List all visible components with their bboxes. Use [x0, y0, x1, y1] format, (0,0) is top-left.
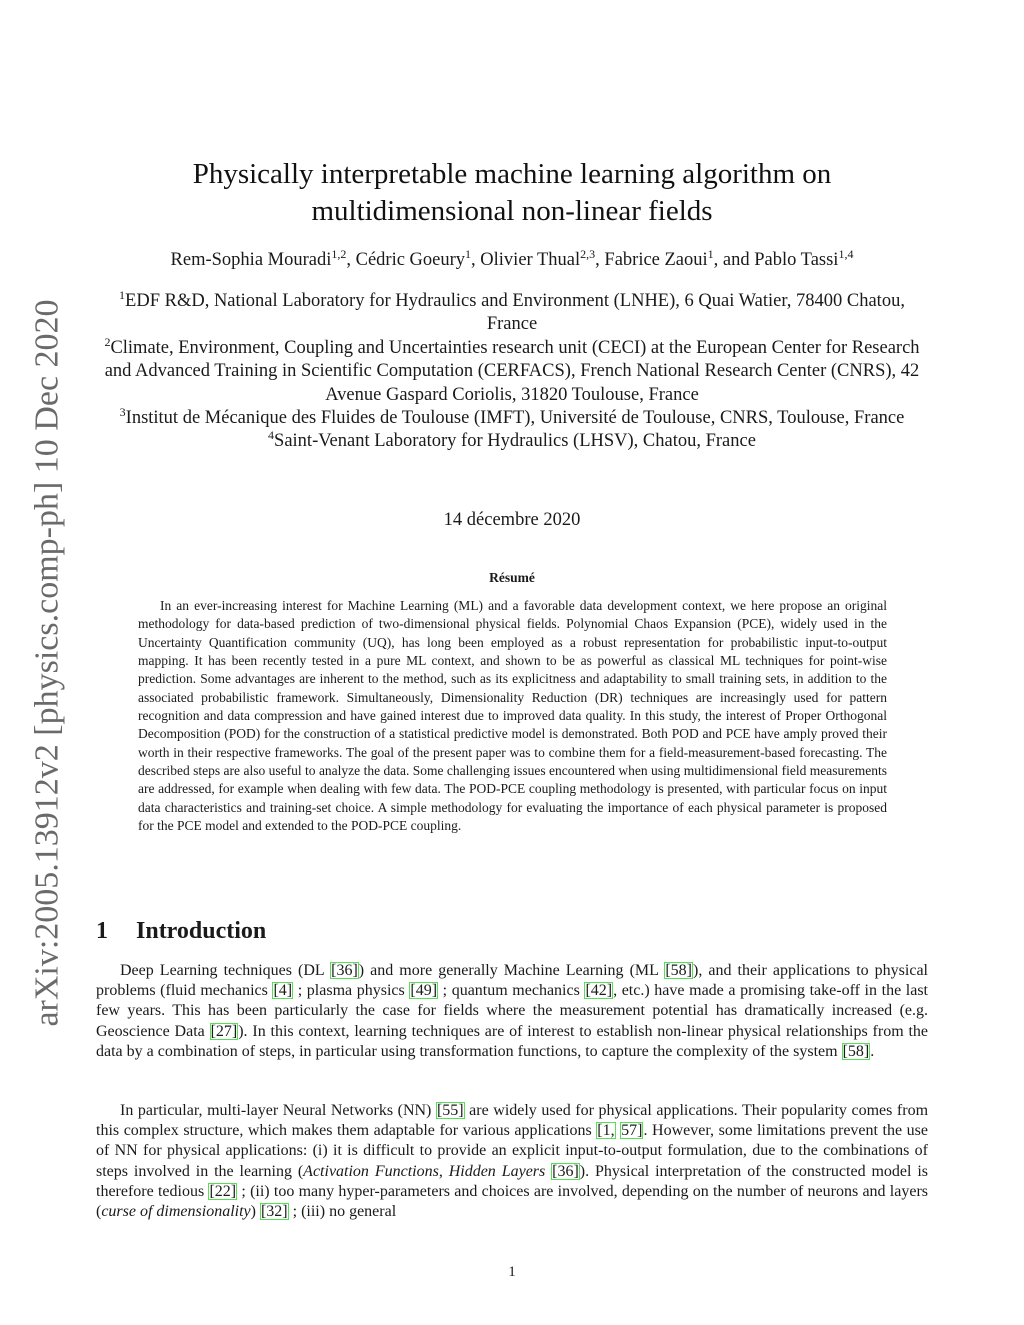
- author-name: Olivier Thual: [480, 250, 581, 270]
- paragraph-text: are widely used for physical applications. Their popularity comes from this complex structure, which makes them adaptable for various applications: [96, 1102, 929, 1140]
- citation-link[interactable]: [58]: [665, 962, 692, 979]
- title-line-2: multidimensional non-linear fields: [311, 195, 713, 227]
- paragraph-text: In particular, multi-layer Neural Networks (NN): [120, 1102, 436, 1119]
- citation-link[interactable]: [42]: [585, 982, 613, 1000]
- author-name: Pablo Tassi: [754, 250, 839, 270]
- affiliation-number: 2: [104, 334, 111, 349]
- citation-link[interactable]: [22]: [209, 1182, 237, 1200]
- section-heading: [96, 918, 696, 945]
- affiliation-number: 1: [119, 287, 126, 302]
- author-name: Rem-Sophia Mouradi: [170, 250, 332, 270]
- author-list: [90, 248, 934, 272]
- affiliation: [100, 430, 924, 453]
- section-number: 1: [96, 918, 108, 944]
- paragraph-text: ; quantum mechanics: [438, 982, 585, 1000]
- author-separator: ,: [346, 250, 356, 270]
- author-separator: ,: [595, 250, 605, 270]
- paragraph-text: .: [870, 1042, 875, 1060]
- intro-paragraph-2: [96, 1101, 928, 1222]
- affiliation-text: Institut de Mécanique des Fluides de Toulouse (IMFT), Université de Toulouse, CNRS, Toulouse, France: [125, 408, 905, 429]
- author-affiliation-mark: 1: [465, 246, 472, 261]
- paragraph-text: ; (ii) too many hyper-parameters and choices are involved, depending on the number of neurons and layers (: [96, 1182, 929, 1221]
- author-separator: ,: [471, 250, 481, 270]
- author-affiliation-mark: 1,2: [331, 246, 347, 261]
- paragraph-text: , etc.) have made a promising take-off in the last few years. This has been particularly the case for fields where the measurement potential has dramatically increased (e.g. Geoscience Data: [96, 982, 929, 1040]
- author-name: Fabrice Zaoui: [604, 250, 708, 270]
- paragraph-text: ,: [438, 1162, 449, 1180]
- citation-link[interactable]: [32]: [260, 1203, 288, 1221]
- paragraph-text: ), and their applications to physical problems (fluid mechanics: [96, 962, 929, 1000]
- paragraph-text: Deep Learning techniques (DL: [120, 962, 331, 979]
- citation-link[interactable]: [58]: [842, 1042, 870, 1060]
- author-affiliation-mark: 1,4: [838, 246, 854, 261]
- affiliation: [100, 404, 924, 430]
- title-line-1: Physically interpretable machine learning algorithm on: [192, 158, 832, 190]
- affiliation-text: EDF R&D, National Laboratory for Hydraulics and Environment (LNHE), 6 Quai Watier, 78400 Chatou, France: [125, 291, 905, 335]
- paragraph-text: ). Physical interpretation of the constructed model is therefore tedious: [96, 1162, 929, 1200]
- affiliation-text: Saint-Venant Laboratory for Hydraulics (LHSV), Chatou, France: [274, 431, 756, 452]
- paragraph-text: ; plasma physics: [293, 982, 410, 1000]
- affiliation: [100, 287, 924, 337]
- affiliation-number: 3: [119, 404, 126, 419]
- affiliation-list: [100, 287, 924, 454]
- affiliation-text: Climate, Environment, Coupling and Uncertainties research unit (CECI) at the European Center for Research and Advanced Training in Scientific Computation (CERFACS), French National Research Center (CNRS), 42 Avenue Gaspard Coriolis, 31820 Toulouse, France: [104, 337, 920, 405]
- abstract-text: In an ever-increasing interest for Machine Learning (ML) and a favorable data development context, we here propose an original methodology for data-based prediction of two-dimensional physical fields. Polynomial Chaos Expansion (PCE), widely used in the Uncertainty Quantification community (UQ), has long been employed as a robust representation for probabilistic input-to-output mapping. It has been recently tested in a pure ML context, and shown to be as powerful as classical ML techniques for point-wise prediction. Some advantages are inherent to the method, such as its explicitness and adaptability to small training sets, in addition to the associated probabilistic framework. Simultaneously, Dimensionality Reduction (DR) techniques are increasingly used for pattern recognition and data compression and have gained interest due to improved data quality. In this study, the interest of Proper Orthogonal Decomposition (POD) for the construction of a statistical predictive model is demonstrated. Both POD and PCE have amply proved their worth in their respective frameworks. The goal of the present paper was to combine them for a field-measurement-based forecasting. The described steps are also useful to analyze the data. Some challenging issues encountered when using multidimensional field measurements are addressed, for example when dealing with few data. The POD-PCE coupling methodology is presented, with particular focus on input data characteristics and training-set choice. A simple methodology for evaluating the importance of each physical parameter is proposed for the PCE model and extended to the POD-PCE coupling.: [138, 598, 887, 834]
- italic-term: Hidden Layers: [448, 1162, 546, 1180]
- section-title: Introduction: [136, 918, 267, 944]
- page-number: 1: [508, 1264, 516, 1280]
- citation-link[interactable]: [27]: [210, 1022, 238, 1040]
- paper-title: [150, 156, 874, 230]
- citation-link[interactable]: [36]: [552, 1162, 579, 1180]
- citation-link[interactable]: [36]: [331, 962, 358, 979]
- citation-link[interactable]: [4]: [273, 982, 293, 1000]
- paragraph-text: . However, some limitations prevent the use of NN for physical applications: (i) it is difficult to provide an explicit input-to-output formulation, due to the combinations of steps involved in the learning (: [96, 1122, 928, 1180]
- paragraph-text: ). In this context, learning techniques are of interest to establish non-linear physical relationships from the data by a combination of steps, in particular using transformation functions, to capture the complexity of the system: [96, 1022, 928, 1060]
- author-affiliation-mark: 1: [707, 246, 714, 261]
- citation-link[interactable]: [1,: [597, 1122, 615, 1140]
- abstract-heading: Résumé: [489, 570, 535, 585]
- arxiv-sidebar: [23, 290, 73, 1035]
- citation-link[interactable]: [55]: [436, 1102, 464, 1119]
- affiliation-number: 4: [268, 428, 275, 443]
- intro-paragraph-1: [96, 961, 928, 1062]
- italic-term: Activation Functions: [303, 1162, 439, 1180]
- italic-term: curse of dimensionality: [101, 1203, 251, 1221]
- arxiv-identifier[interactable]: arXiv:2005.13912v2 [physics.comp-ph] 10 Dec 2020: [29, 298, 67, 1027]
- paragraph-text: ; (iii) no general: [288, 1203, 397, 1221]
- paragraph-text: ): [250, 1203, 260, 1221]
- paragraph-text: ) and more generally Machine Learning (ML: [358, 962, 665, 979]
- author-affiliation-mark: 2,3: [580, 246, 596, 261]
- citation-link[interactable]: 57]: [621, 1122, 643, 1140]
- paper-date: 14 décembre 2020: [443, 510, 581, 530]
- author-name: Cédric Goeury: [355, 250, 466, 270]
- author-separator: , and: [713, 250, 755, 270]
- citation-link[interactable]: [49]: [410, 982, 438, 1000]
- affiliation: [100, 334, 924, 407]
